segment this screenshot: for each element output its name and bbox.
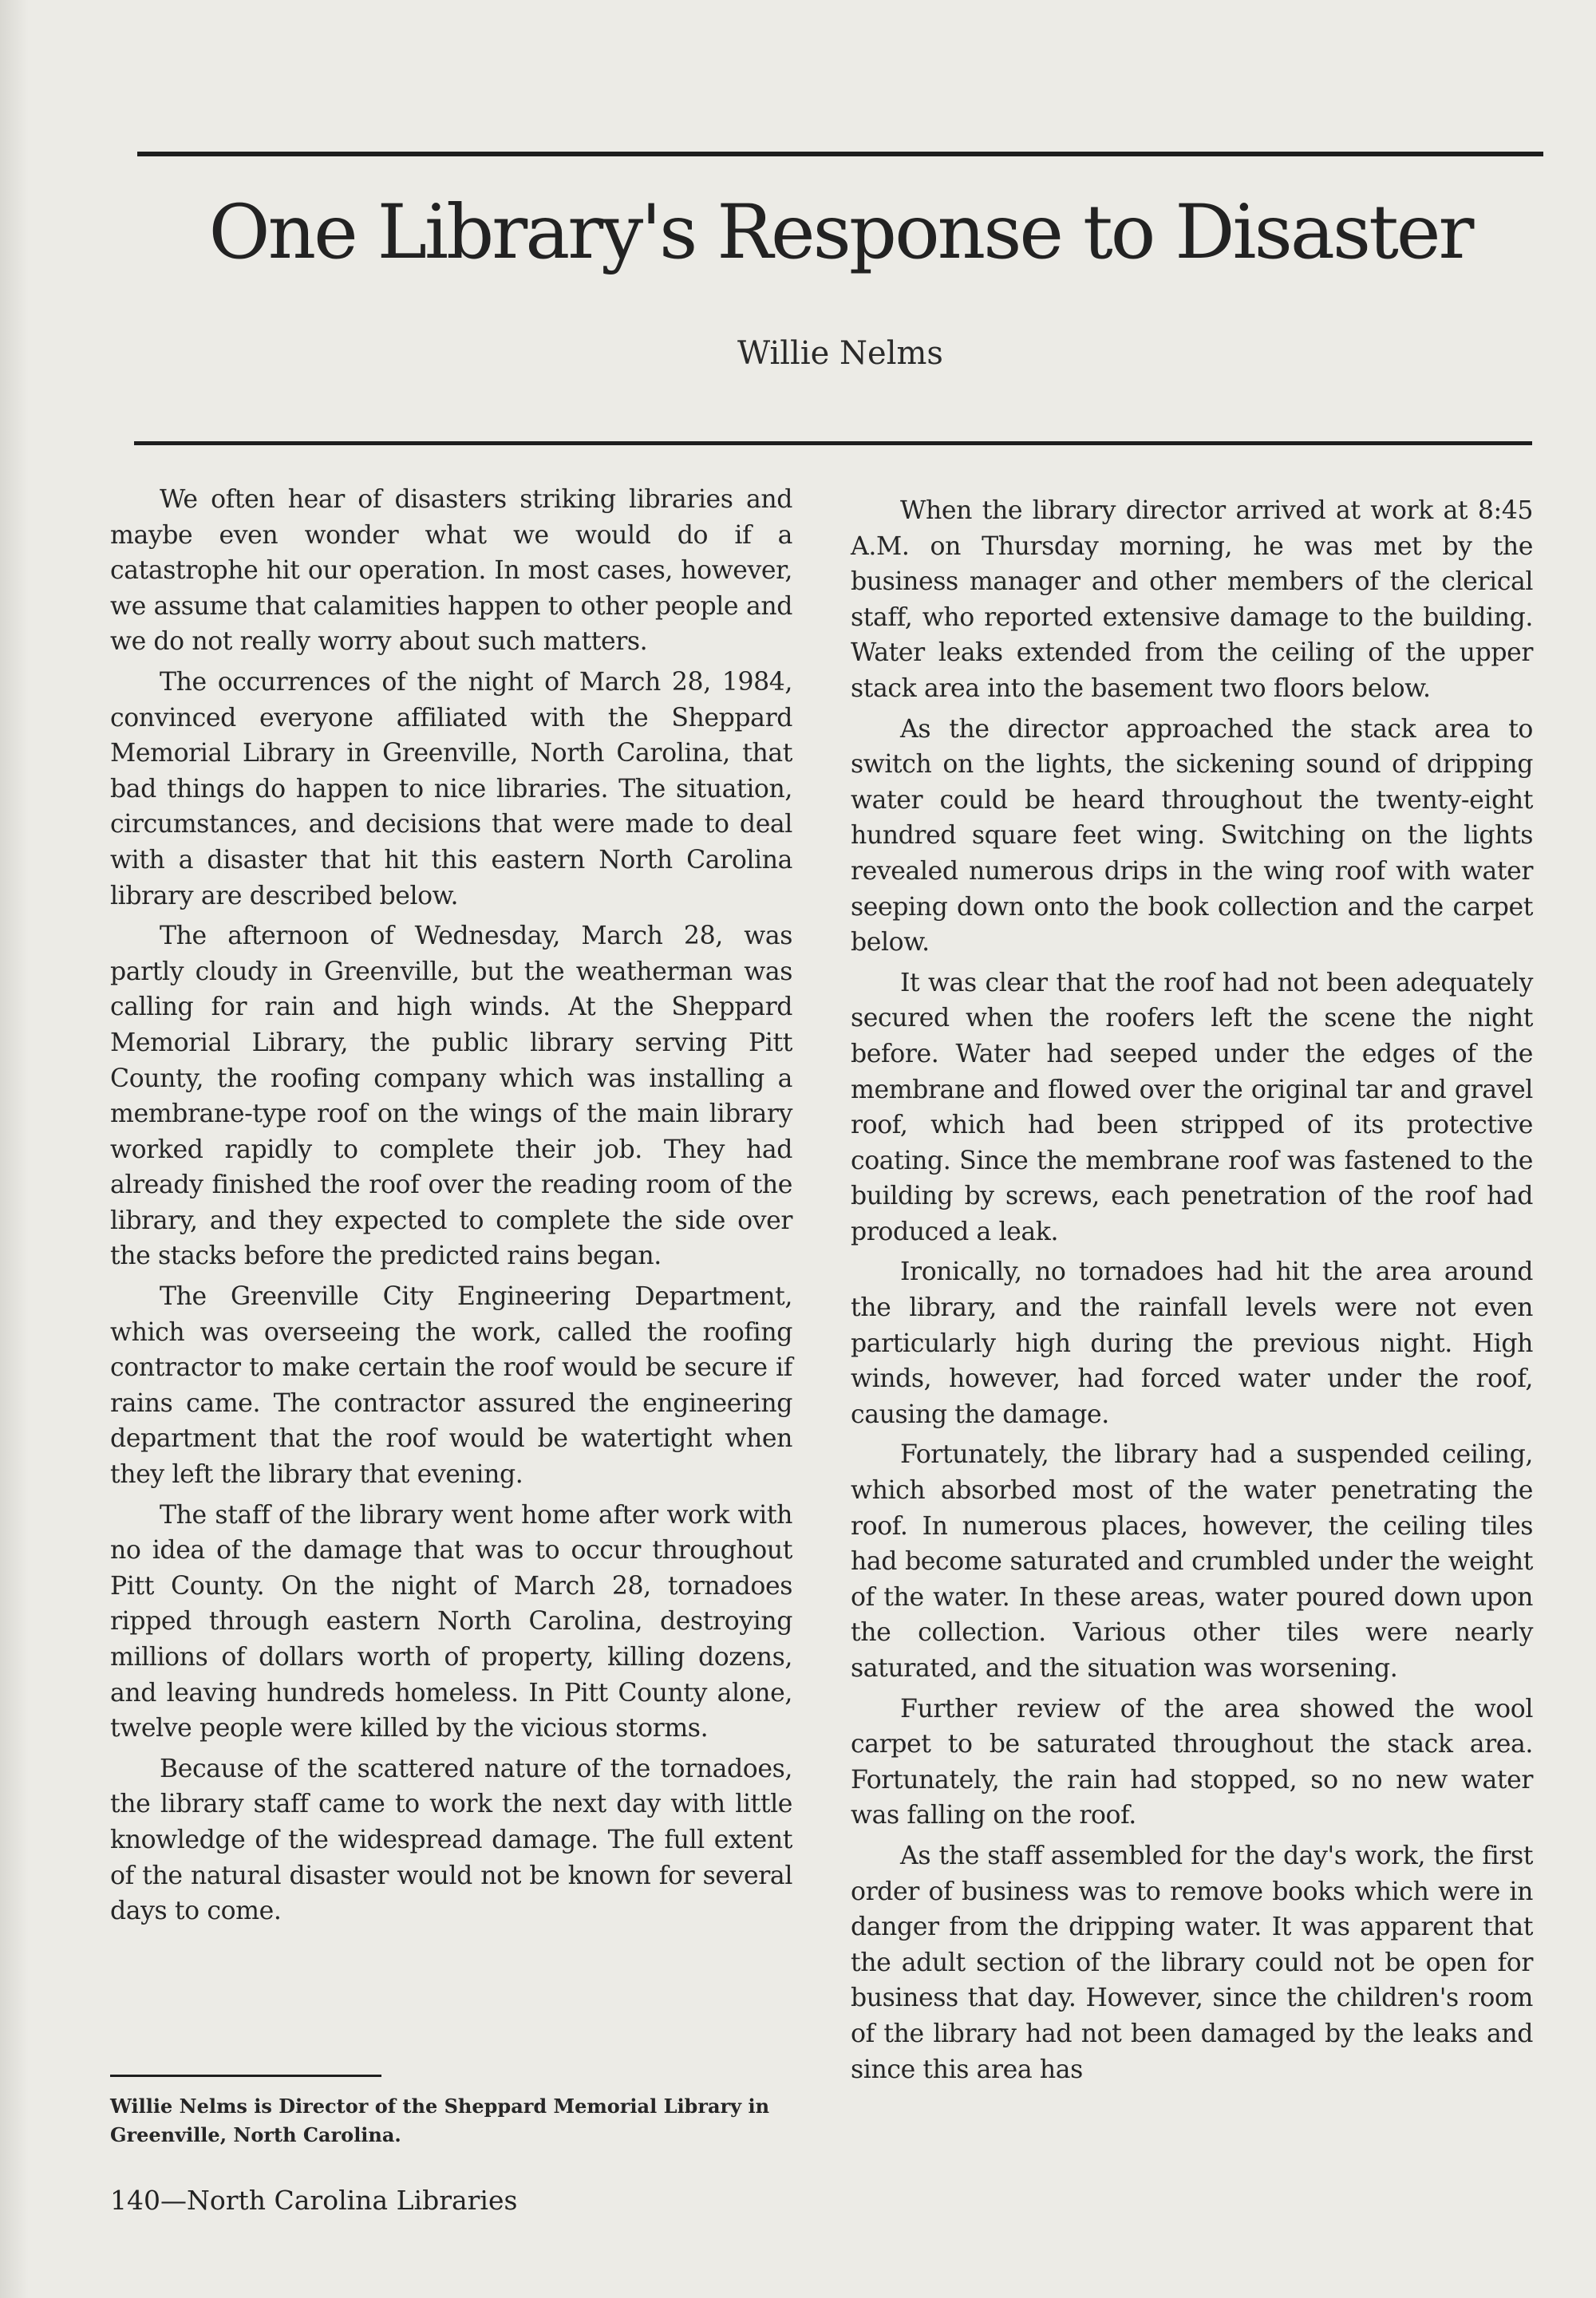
title-top-rule [137, 152, 1543, 156]
footnote-rule [110, 2075, 381, 2077]
paragraph: Fortunately, the library had a suspended ceiling, which absorbed most of the water penetrating the roof. In numerous places, however, the ceiling tiles had become saturated and crumbled under the weight of the water. In these areas, water poured down upon the collection. Various other tiles were nearly saturated, and the situation was worsening. [851, 1440, 1533, 1683]
paragraph: As the director approached the stack area to switch on the lights, the sickening sound of dripping water could be heard throughout the twenty-eight hundred square feet wing. Switching on the lights revealed numerous drips in the wing roof with water seeping down onto the book collection and the carpet below. [851, 714, 1533, 958]
title-bottom-rule [134, 441, 1532, 445]
paragraph: As the staff assembled for the day's work, the first order of business was to remove books which were in danger from the dripping water. It was apparent that the adult section of the library could not be open for business that day. However, since the children's room of the library had not been damaged by the leaks and since this area has [851, 1841, 1533, 2084]
paragraph: When the library director arrived at work at 8:45 A.M. on Thursday morning, he was met by the business manager and other members of the clerical staff, who reported extensive damage to the building. Water leaks extended from the ceiling of the upper stack area into the basement two floors below. [851, 496, 1533, 703]
paragraph: The Greenville City Engineering Department, which was overseeing the work, called the roofing contractor to make certain the roof would be secure if rains came. The contractor assured the engineering department that the roof would be watertight when they left the library that evening. [110, 1282, 792, 1490]
author-byline: Willie Nelms [737, 335, 943, 372]
paragraph: The afternoon of Wednesday, March 28, was partly cloudy in Greenville, but the weatherman was calling for rain and high winds. At the Sheppard Memorial Library, the public library serving Pitt County, the roofing company which was installing a membrane-type roof on the wings of the main library worked rapidly to complete their job. They had already finished the roof over the reading room of the library, and they expected to complete the side over the stacks before the predicted rains began. [110, 922, 792, 1271]
page-folio: 140—North Carolina Libraries [110, 2185, 518, 2216]
paragraph: It was clear that the roof had not been adequately secured when the roofers left the scene the night before. Water had seeped under the edges of the membrane and flowed over the original tar and gravel roof, which had been stripped of its protective coating. Since the membrane roof was fastened to the building by screws, each penetration of the roof had produced a leak. [851, 968, 1533, 1246]
paragraph: We often hear of disasters striking libraries and maybe even wonder what we would do if a catastrophe hit our operation. In most cases, however, we assume that calamities happen to other people and we do not really worry about such matters. [110, 485, 792, 657]
paragraph: Because of the scattered nature of the tornadoes, the library staff came to work the next day with little knowledge of the widespread damage. The full extent of the natural disaster would not be known for several days to come. [110, 1754, 792, 1926]
paragraph: The staff of the library went home after work with no idea of the damage that was to occur throughout Pitt County. On the night of March 28, tornadoes ripped through eastern North Carolina, destroying millions of dollars worth of property, killing dozens, and leaving hundreds homeless. In Pitt County alone, twelve people were killed by the vicious storms. [110, 1500, 792, 1743]
paragraph: The occurrences of the night of March 28, 1984, convinced everyone affiliated with the Sheppard Memorial Library in Greenville, North Carolina, that bad things do happen to nice libraries. The situation, circumstances, and decisions that were made to deal with a disaster that hit this eastern North Carolina library are described below. [110, 667, 792, 910]
article-title: One Library's Response to Disaster [208, 189, 1472, 276]
paragraph: Further review of the area showed the wool carpet to be saturated throughout the stack area. Fortunately, the rain had stopped, so no new water was falling on the roof. [851, 1694, 1533, 1830]
page-binding-shadow [0, 0, 29, 2298]
author-footnote: Willie Nelms is Director of the Sheppard Memorial Library in Greenville, North Carolina. [110, 2095, 770, 2146]
paragraph: Ironically, no tornadoes had hit the area around the library, and the rainfall levels were not even particularly high during the previous night. High winds, however, had forced water under the roof, causing the damage. [851, 1258, 1533, 1429]
right-column [851, 493, 1533, 2087]
left-column [110, 482, 792, 1929]
